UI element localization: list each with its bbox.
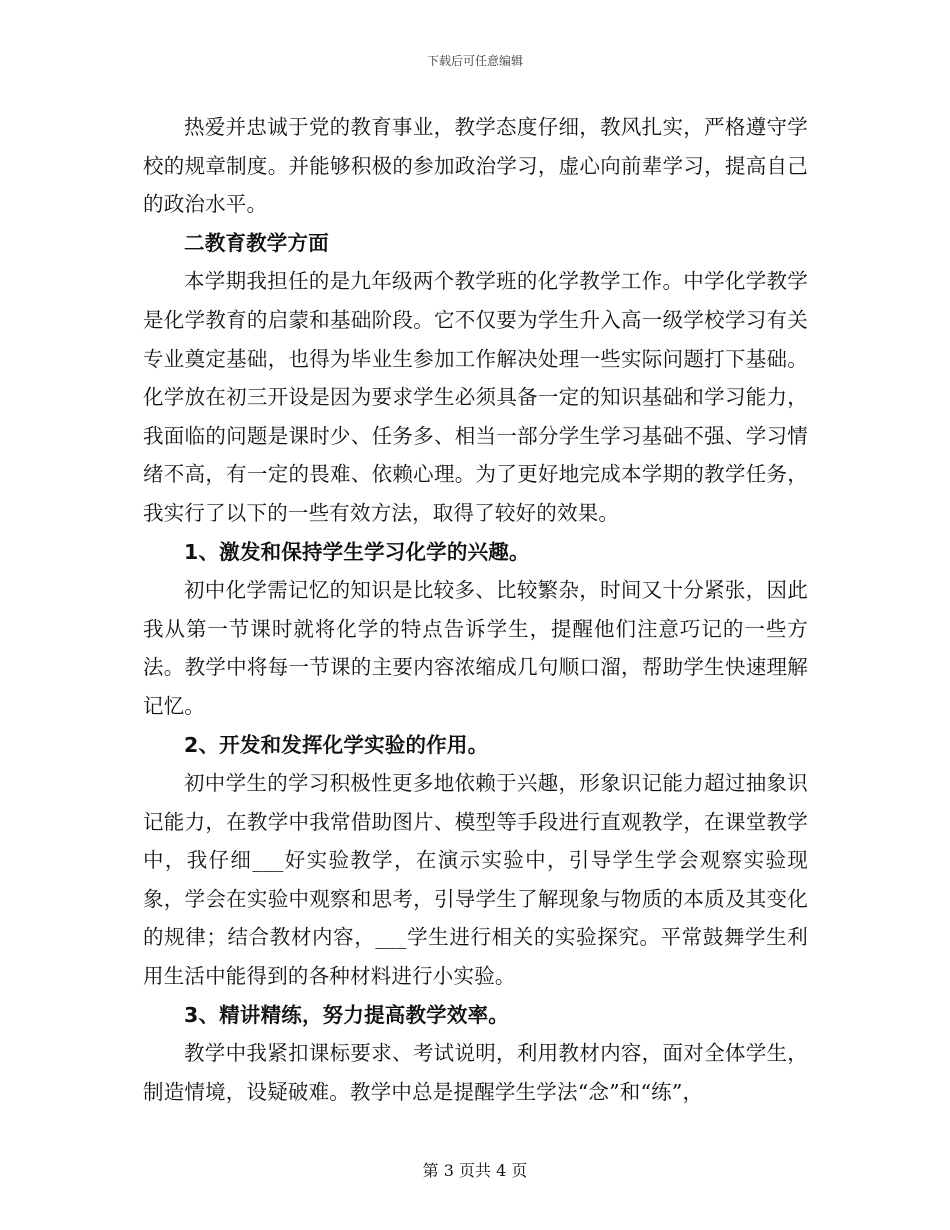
subheading-experiments: 2、开发和发挥化学实验的作用。 — [184, 732, 489, 757]
page-header: 下载后可任意编辑 — [426, 54, 523, 68]
subheading-efficiency: 3、精讲精练，努力提高教学效率。 — [184, 1002, 509, 1027]
section-heading-teaching: 二教育教学方面 — [184, 230, 329, 255]
paragraph-interest: 初中化学需记忆的知识是比较多、比较繁杂，时间又十分紧张，因此我从第一节课时就将化学的特点告诉学生，提醒他们注意巧记的一些方法。教学中将每一节课的主要内容浓缩成几句顺口溜，帮助学生快速理解记忆。 — [143, 578, 808, 718]
page-number-footer: 第 3 页共 4 页 — [422, 1161, 528, 1180]
paragraph-efficiency: 教学中我紧扣课标要求、考试说明，利用教材内容，面对全体学生，制造情境，设疑破难。教学中总是提醒学生学法“念”和“练”， — [143, 1041, 808, 1104]
paragraph-political: 热爱并忠诚于党的教育事业，教学态度仔细，教风扎实，严格遵守学校的规章制度。并能够积极的参加政治学习，虚心向前辈学习，提高自己的政治水平。 — [143, 115, 808, 217]
subheading-interest: 1、激发和保持学生学习化学的兴趣。 — [184, 539, 530, 564]
paragraph-teaching-overview: 本学期我担任的是九年级两个教学班的化学教学工作。中学化学教学是化学教育的启蒙和基础阶段。它不仅要为学生升入高一级学校学习有关专业奠定基础，也得为毕业生参加工作解决处理一些实际问题打下基础。化学放在初三开设是因为要求学生必须具备一定的知识基础和学习能力，我面临的问题是课时少、任务多、相当一部分学生学习基础不强、学习情绪不高，有一定的畏难、依赖心理。为了更好地完成本学期的教学任务，我实行了以下的一些有效方法，取得了较好的效果。 — [143, 269, 808, 525]
document-body — [143, 108, 808, 1111]
paragraph-experiments: 初中学生的学习积极性更多地依赖于兴趣，形象识记能力超过抽象识记能力，在教学中我常借助图片、模型等手段进行直观教学，在课堂教学中，我仔细___好实验教学，在演示实验中，引导学生学会观察实验现象，学会在实验中观察和思考，引导学生了解现象与物质的本质及其变化的规律；结合教材内容，___学生进行相关的实验探究。平常鼓舞学生利用生活中能得到的各种材料进行小实验。 — [143, 771, 808, 989]
